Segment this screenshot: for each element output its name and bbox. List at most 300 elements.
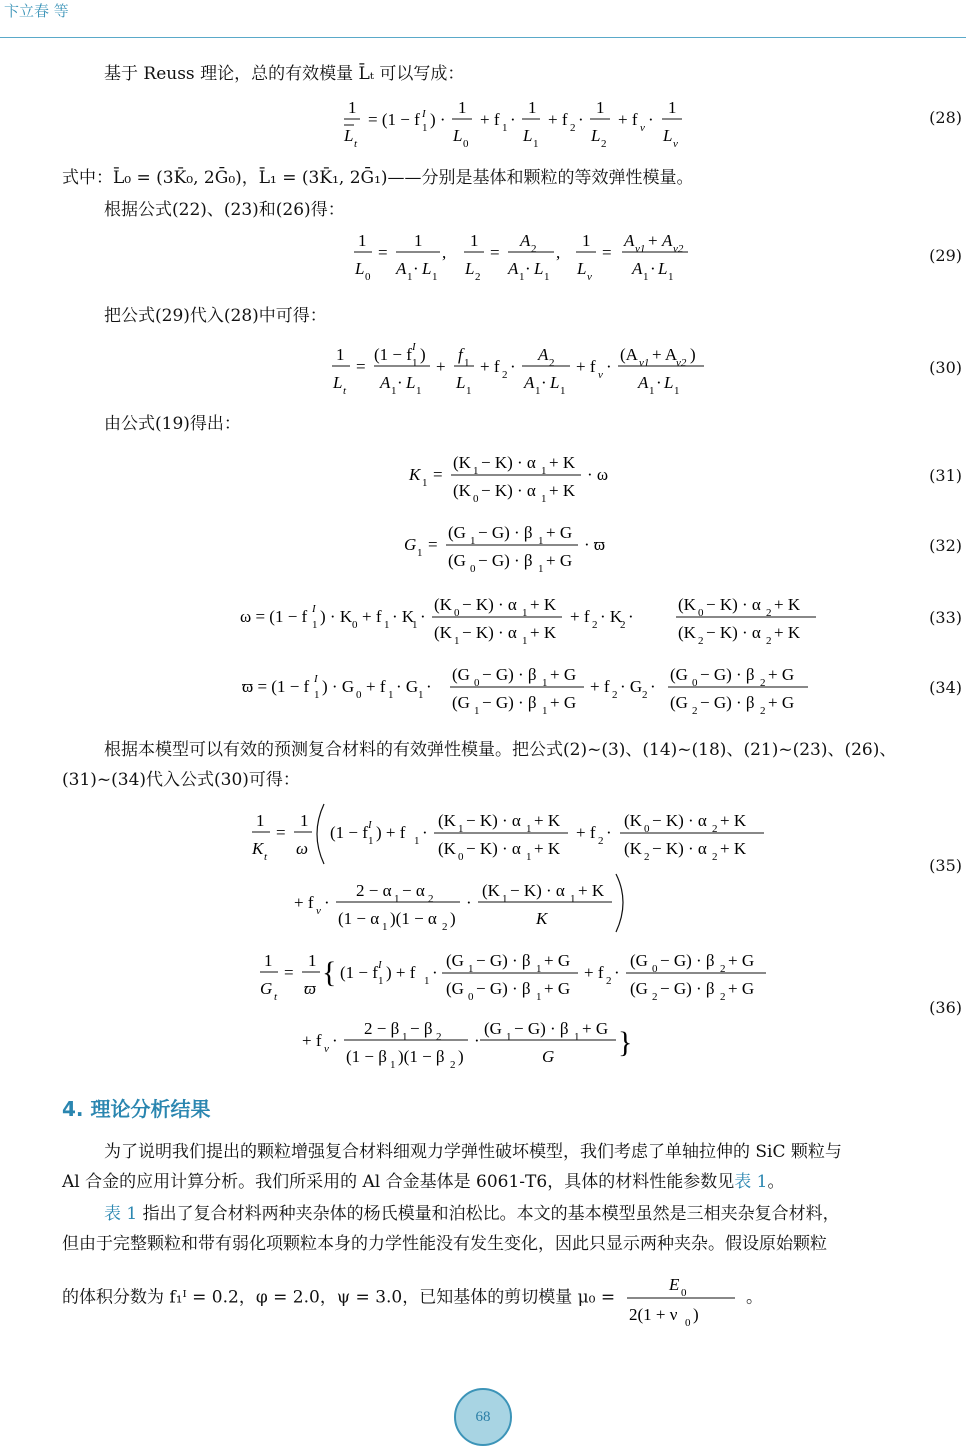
svg-text:+ f: + f bbox=[362, 607, 382, 626]
paragraph-from-19: 由公式(19)得出： bbox=[104, 414, 241, 434]
svg-text:=: = bbox=[428, 535, 438, 554]
svg-text:(1 − β: (1 − β bbox=[346, 1047, 387, 1066]
svg-text:1: 1 bbox=[384, 619, 390, 631]
svg-text:1: 1 bbox=[574, 1031, 580, 1043]
svg-text:2 − β: 2 − β bbox=[364, 1019, 400, 1038]
svg-text:1: 1 bbox=[458, 98, 467, 117]
svg-text:·: · bbox=[510, 110, 516, 129]
svg-text:·: · bbox=[525, 259, 531, 278]
svg-text:0: 0 bbox=[473, 493, 479, 505]
svg-text:1: 1 bbox=[336, 345, 345, 364]
svg-text:+ G: + G bbox=[544, 979, 571, 998]
svg-text:− K) · α: − K) · α bbox=[462, 623, 517, 642]
svg-text:− K) · α: − K) · α bbox=[481, 453, 536, 472]
svg-text:(G: (G bbox=[448, 523, 466, 542]
svg-text:+ f: + f bbox=[570, 607, 590, 626]
svg-text:(A: (A bbox=[620, 345, 638, 364]
svg-text:t: t bbox=[354, 138, 358, 150]
svg-text:2: 2 bbox=[592, 619, 598, 631]
svg-text:·: · bbox=[474, 1031, 480, 1050]
svg-text:t: t bbox=[343, 385, 347, 397]
svg-text:1: 1 bbox=[668, 98, 677, 117]
svg-text:I: I bbox=[312, 603, 316, 615]
svg-text:2: 2 bbox=[601, 138, 607, 150]
svg-text:2: 2 bbox=[712, 851, 718, 863]
svg-text:(1 − f: (1 − f bbox=[340, 963, 378, 982]
svg-text:+ G: + G bbox=[768, 665, 795, 684]
svg-text:+ K: + K bbox=[720, 811, 747, 830]
svg-text:,: , bbox=[556, 243, 561, 262]
svg-text:A: A bbox=[662, 231, 673, 250]
svg-text:+ f: + f bbox=[576, 823, 596, 842]
equation-number-28: (28) bbox=[929, 108, 962, 127]
svg-text:A: A bbox=[380, 373, 391, 392]
svg-text:0: 0 bbox=[644, 823, 650, 835]
svg-text:− K) · α: − K) · α bbox=[652, 839, 707, 858]
svg-text:ω = (1 − f: ω = (1 − f bbox=[240, 607, 308, 626]
svg-text:− G) · β: − G) · β bbox=[476, 951, 531, 970]
svg-text:·: · bbox=[432, 963, 438, 982]
svg-text:2: 2 bbox=[720, 991, 726, 1003]
svg-text:− K) · α: − K) · α bbox=[510, 881, 565, 900]
svg-text:1: 1 bbox=[412, 619, 418, 631]
svg-text:0: 0 bbox=[356, 689, 362, 701]
svg-text:(1 − α: (1 − α bbox=[338, 909, 380, 928]
svg-text:2: 2 bbox=[531, 243, 537, 255]
svg-text:1: 1 bbox=[394, 893, 400, 905]
svg-text:I: I bbox=[378, 959, 382, 971]
svg-text:− K) · α: − K) · α bbox=[462, 595, 517, 614]
svg-text:− G) · β: − G) · β bbox=[478, 523, 533, 542]
svg-text:L: L bbox=[550, 373, 560, 392]
equation-35 bbox=[248, 800, 828, 940]
paragraph-table-line2: 但由于完整颗粒和带有弱化项颗粒本身的力学性能没有发生变化，因此只显示两种夹杂。假设原始颗粒 bbox=[62, 1234, 827, 1254]
svg-text:2: 2 bbox=[549, 357, 555, 369]
equation-36 bbox=[256, 940, 836, 1078]
svg-text:1: 1 bbox=[308, 951, 317, 970]
header-divider bbox=[0, 37, 966, 38]
svg-text:(G: (G bbox=[670, 665, 688, 684]
svg-text:) + f: ) + f bbox=[386, 963, 416, 982]
svg-text:+ K: + K bbox=[534, 811, 561, 830]
svg-text:A: A bbox=[524, 373, 535, 392]
svg-text:1: 1 bbox=[649, 385, 655, 397]
svg-text:=: = bbox=[276, 823, 286, 842]
equation-number-31: (31) bbox=[929, 466, 962, 485]
svg-text:1: 1 bbox=[474, 705, 480, 717]
svg-text:) · K: ) · K bbox=[320, 607, 353, 626]
svg-text:1: 1 bbox=[542, 677, 548, 689]
equation-number-33: (33) bbox=[929, 608, 962, 627]
svg-text:+ G: + G bbox=[550, 693, 577, 712]
svg-text:1: 1 bbox=[256, 811, 265, 830]
svg-text:L: L bbox=[465, 259, 475, 278]
svg-text:+ K: + K bbox=[549, 481, 576, 500]
svg-text:=: = bbox=[433, 465, 443, 484]
svg-text:(G: (G bbox=[630, 979, 648, 998]
svg-text:1: 1 bbox=[417, 547, 423, 559]
svg-text:2: 2 bbox=[620, 619, 626, 631]
svg-text:(G: (G bbox=[452, 693, 470, 712]
svg-text:− K) · α: − K) · α bbox=[466, 839, 521, 858]
svg-text:0: 0 bbox=[468, 991, 474, 1003]
paragraph-analysis-line1: 为了说明我们提出的颗粒增强复合材料细观力学弹性破坏模型，我们考虑了单轴拉伸的 SiC 颗粒与 bbox=[104, 1142, 842, 1162]
svg-text:=: = bbox=[356, 357, 366, 376]
svg-text:(K: (K bbox=[434, 595, 452, 614]
svg-text:+ G: + G bbox=[546, 551, 573, 570]
svg-text:·: · bbox=[510, 357, 516, 376]
section-number: 4. bbox=[62, 1097, 84, 1121]
svg-text:+ f: + f bbox=[366, 677, 386, 696]
svg-text:=: = bbox=[378, 243, 388, 262]
svg-text:0: 0 bbox=[692, 677, 698, 689]
svg-text:K: K bbox=[409, 465, 421, 484]
svg-text:·: · bbox=[397, 373, 403, 392]
svg-text:(G: (G bbox=[484, 1019, 502, 1038]
svg-text:(1 − f: (1 − f bbox=[374, 345, 412, 364]
svg-text:2: 2 bbox=[612, 689, 618, 701]
svg-text:A: A bbox=[520, 231, 531, 250]
svg-text:G: G bbox=[542, 1047, 555, 1066]
svg-text:− G) · β: − G) · β bbox=[482, 665, 537, 684]
svg-text:0: 0 bbox=[463, 138, 469, 150]
svg-text:v2: v2 bbox=[673, 243, 684, 255]
equation-34 bbox=[240, 660, 830, 718]
svg-text:A: A bbox=[396, 259, 407, 278]
svg-text:): ) bbox=[692, 1305, 699, 1324]
svg-text:(G: (G bbox=[446, 951, 464, 970]
text-segment: Al 合金的应用计算分析。我们所采用的 Al 合金基体是 6061-T6，具体的材料性能参数见 bbox=[62, 1172, 735, 1192]
svg-text:2: 2 bbox=[692, 705, 698, 717]
svg-text:1: 1 bbox=[502, 893, 508, 905]
svg-text:): ) bbox=[458, 1047, 464, 1066]
svg-text:1: 1 bbox=[378, 975, 384, 987]
svg-text:(G: (G bbox=[446, 979, 464, 998]
svg-text:·: · bbox=[426, 677, 432, 696]
svg-text:(K: (K bbox=[438, 811, 456, 830]
svg-text:1: 1 bbox=[348, 98, 357, 117]
svg-text:(G: (G bbox=[448, 551, 466, 570]
svg-text:v1: v1 bbox=[635, 243, 646, 255]
svg-text:· ϖ: · ϖ bbox=[584, 535, 606, 554]
svg-text:+: + bbox=[648, 231, 658, 250]
svg-text:2: 2 bbox=[502, 369, 508, 381]
svg-text:1: 1 bbox=[432, 271, 438, 283]
svg-text:·: · bbox=[648, 110, 654, 129]
svg-text:v2: v2 bbox=[676, 357, 687, 369]
text-segment: 。 bbox=[767, 1172, 785, 1192]
svg-text:) ·: ) · bbox=[430, 110, 446, 129]
svg-text:1: 1 bbox=[541, 465, 547, 477]
svg-text:2: 2 bbox=[475, 271, 481, 283]
table-1-link[interactable]: 表 1 bbox=[104, 1204, 138, 1224]
svg-text:·: · bbox=[420, 607, 426, 626]
svg-text:1: 1 bbox=[390, 1059, 396, 1071]
svg-text:ω: ω bbox=[296, 839, 309, 858]
svg-text:1: 1 bbox=[560, 385, 566, 397]
section-title: 理论分析结果 bbox=[90, 1097, 211, 1121]
svg-text:·: · bbox=[614, 963, 620, 982]
svg-text:2: 2 bbox=[442, 921, 448, 933]
svg-text:0: 0 bbox=[352, 619, 358, 631]
svg-text:A: A bbox=[508, 259, 519, 278]
svg-text:v1: v1 bbox=[639, 357, 650, 369]
svg-text:(K: (K bbox=[453, 481, 471, 500]
svg-text:· K: · K bbox=[600, 607, 623, 626]
svg-text:− G) · β: − G) · β bbox=[700, 665, 755, 684]
table-1-link[interactable]: 表 1 bbox=[734, 1172, 768, 1192]
svg-text:2: 2 bbox=[642, 689, 648, 701]
svg-text:+ G: + G bbox=[728, 979, 755, 998]
svg-text:+ f: + f bbox=[584, 963, 604, 982]
svg-text:·: · bbox=[628, 607, 634, 626]
svg-text:2: 2 bbox=[644, 851, 650, 863]
svg-text:1: 1 bbox=[407, 271, 413, 283]
svg-text:1: 1 bbox=[314, 689, 320, 701]
svg-text:G: G bbox=[260, 979, 273, 998]
svg-text:A: A bbox=[632, 259, 643, 278]
svg-text:K: K bbox=[536, 909, 548, 928]
svg-text:2: 2 bbox=[428, 893, 434, 905]
svg-text:− K) · α: − K) · α bbox=[652, 811, 707, 830]
equation-number-35: (35) bbox=[929, 856, 962, 875]
svg-text:L: L bbox=[534, 259, 544, 278]
paragraph-table-line3 bbox=[62, 1270, 763, 1326]
paragraph-analysis-line2 bbox=[62, 1168, 784, 1196]
svg-text:ϖ = (1 − f: ϖ = (1 − f bbox=[242, 677, 310, 696]
svg-text:0: 0 bbox=[365, 271, 371, 283]
svg-text:− G) · β: − G) · β bbox=[660, 979, 715, 998]
svg-text:L: L bbox=[591, 126, 601, 145]
svg-text:1: 1 bbox=[506, 1031, 512, 1043]
page-number-badge: 68 bbox=[454, 1388, 512, 1446]
svg-text:2(1 + ν: 2(1 + ν bbox=[628, 1305, 677, 1324]
svg-text:+ f: + f bbox=[618, 110, 638, 129]
svg-text:1: 1 bbox=[470, 535, 476, 547]
svg-text:·: · bbox=[650, 259, 656, 278]
svg-text:v: v bbox=[316, 905, 321, 917]
svg-text:1: 1 bbox=[454, 635, 460, 647]
svg-text:− G) · β: − G) · β bbox=[482, 693, 537, 712]
svg-text:+ f: + f bbox=[548, 110, 568, 129]
paragraph-reuss: 基于 Reuss 理论，总的有效模量 L̄ₜ 可以写成： bbox=[104, 64, 465, 84]
svg-text:2: 2 bbox=[760, 677, 766, 689]
svg-text:1: 1 bbox=[542, 705, 548, 717]
svg-text:) + f: ) + f bbox=[376, 823, 406, 842]
svg-text:0: 0 bbox=[698, 607, 704, 619]
svg-text:· ω: · ω bbox=[587, 465, 609, 484]
text-segment: 的体积分数为 f₁ᴵ = 0.2，φ = 2.0，ψ = 3.0，已知基体的剪切模量 μ₀ = bbox=[62, 1287, 621, 1308]
svg-text:)(1 − β: )(1 − β bbox=[398, 1047, 445, 1066]
svg-text:2: 2 bbox=[766, 607, 772, 619]
svg-text:− G) · β: − G) · β bbox=[514, 1019, 569, 1038]
svg-text:L: L bbox=[523, 126, 533, 145]
equation-number-29: (29) bbox=[929, 246, 962, 265]
svg-text:+ K: + K bbox=[578, 881, 605, 900]
svg-text:2: 2 bbox=[570, 122, 576, 134]
svg-text:+ K: + K bbox=[774, 623, 801, 642]
svg-text:+ f: + f bbox=[576, 357, 596, 376]
svg-text:·: · bbox=[606, 357, 612, 376]
svg-text:L: L bbox=[664, 373, 674, 392]
svg-text:(G: (G bbox=[452, 665, 470, 684]
svg-text:1: 1 bbox=[412, 357, 418, 369]
svg-text:+ K: + K bbox=[720, 839, 747, 858]
svg-text:− K) · α: − K) · α bbox=[481, 481, 536, 500]
svg-text:− G) · β: − G) · β bbox=[476, 979, 531, 998]
svg-text:(1 − f: (1 − f bbox=[330, 823, 368, 842]
svg-text:L: L bbox=[453, 126, 463, 145]
svg-text:1: 1 bbox=[522, 635, 528, 647]
svg-text:+ G: + G bbox=[544, 951, 571, 970]
svg-text:1: 1 bbox=[522, 607, 528, 619]
equation-28 bbox=[340, 95, 700, 157]
svg-text:1: 1 bbox=[418, 689, 424, 701]
svg-text:1: 1 bbox=[596, 98, 605, 117]
svg-text:· K: · K bbox=[392, 607, 415, 626]
svg-text:1: 1 bbox=[570, 893, 576, 905]
svg-text:2: 2 bbox=[766, 635, 772, 647]
svg-text:1: 1 bbox=[643, 271, 649, 283]
svg-text:1: 1 bbox=[422, 122, 428, 134]
svg-text:L: L bbox=[456, 373, 466, 392]
equation-31 bbox=[405, 448, 625, 506]
svg-text:E: E bbox=[668, 1275, 679, 1294]
svg-text:= (1 − f: = (1 − f bbox=[368, 110, 420, 129]
svg-text:(K: (K bbox=[453, 453, 471, 472]
svg-text:1: 1 bbox=[535, 385, 541, 397]
svg-text:+ G: + G bbox=[768, 693, 795, 712]
svg-text:v: v bbox=[324, 1043, 329, 1055]
svg-text:+ K: + K bbox=[549, 453, 576, 472]
svg-text:− G) · β: − G) · β bbox=[660, 951, 715, 970]
svg-text:1: 1 bbox=[458, 823, 464, 835]
svg-text:0: 0 bbox=[454, 607, 460, 619]
paragraph-model-prediction-line1: 根据本模型可以有效的预测复合材料的有效弹性模量。把公式(2)~(3)、(14)~(18)、(21)~(23)、(26)、 bbox=[104, 740, 897, 760]
equation-30 bbox=[330, 338, 715, 400]
svg-text:1: 1 bbox=[414, 231, 423, 250]
svg-text:L: L bbox=[663, 126, 673, 145]
svg-text:1: 1 bbox=[541, 493, 547, 505]
svg-text:1: 1 bbox=[391, 385, 397, 397]
text-segment: 指出了复合材料两种夹杂体的杨氏模量和泊松比。本文的基本模型虽然是三相夹杂复合材料， bbox=[137, 1204, 840, 1224]
section-heading bbox=[62, 1093, 210, 1122]
svg-text:t: t bbox=[264, 851, 268, 863]
svg-text:+ f: + f bbox=[480, 357, 500, 376]
svg-text:): ) bbox=[690, 345, 696, 364]
svg-text:1: 1 bbox=[544, 271, 550, 283]
svg-text:·: · bbox=[332, 1031, 338, 1050]
equation-number-34: (34) bbox=[929, 678, 962, 697]
svg-text:I: I bbox=[314, 673, 318, 685]
svg-text:)(1 − α: )(1 − α bbox=[390, 909, 437, 928]
svg-text:L: L bbox=[658, 259, 668, 278]
svg-text:+ f: + f bbox=[480, 110, 500, 129]
svg-text:t: t bbox=[274, 991, 278, 1003]
svg-text:· G: · G bbox=[396, 677, 419, 696]
svg-text:2 − α: 2 − α bbox=[356, 881, 392, 900]
svg-text:=: = bbox=[602, 243, 612, 262]
paragraph-from-formulas: 根据公式(22)、(23)和(26)得： bbox=[104, 200, 345, 220]
text-segment: 。 bbox=[745, 1287, 763, 1308]
svg-text:− G) · β: − G) · β bbox=[478, 551, 533, 570]
svg-text:− α: − α bbox=[402, 881, 425, 900]
svg-text:+ K: + K bbox=[530, 623, 557, 642]
svg-text:+ f: + f bbox=[590, 677, 610, 696]
equation-number-30: (30) bbox=[929, 358, 962, 377]
svg-text:L: L bbox=[577, 259, 587, 278]
svg-text:=: = bbox=[490, 243, 500, 262]
svg-text:1: 1 bbox=[300, 811, 309, 830]
svg-text:− K) · α: − K) · α bbox=[706, 623, 761, 642]
svg-text:2: 2 bbox=[720, 963, 726, 975]
svg-text:+ G: + G bbox=[546, 523, 573, 542]
svg-text:+: + bbox=[436, 357, 446, 376]
svg-text:1: 1 bbox=[468, 963, 474, 975]
svg-text:1: 1 bbox=[528, 98, 537, 117]
svg-text:2: 2 bbox=[712, 823, 718, 835]
svg-text:0: 0 bbox=[470, 563, 476, 575]
svg-text:,: , bbox=[442, 243, 447, 262]
svg-text:+ G: + G bbox=[550, 665, 577, 684]
svg-text:1: 1 bbox=[538, 563, 544, 575]
svg-text:(G: (G bbox=[630, 951, 648, 970]
svg-text:− β: − β bbox=[410, 1019, 433, 1038]
svg-text:1: 1 bbox=[264, 951, 273, 970]
svg-text:1: 1 bbox=[424, 975, 430, 987]
svg-text:1: 1 bbox=[470, 231, 479, 250]
svg-text:2: 2 bbox=[652, 991, 658, 1003]
svg-text:·: · bbox=[413, 259, 419, 278]
svg-text:1: 1 bbox=[358, 231, 367, 250]
paragraph-model-prediction-line2: (31)~(34)代入公式(30)可得： bbox=[62, 770, 300, 790]
svg-text:(K: (K bbox=[624, 811, 642, 830]
svg-text:{: { bbox=[322, 956, 337, 989]
paragraph-substitute-29: 把公式(29)代入(28)中可得： bbox=[104, 306, 327, 326]
svg-text:− K) · α: − K) · α bbox=[706, 595, 761, 614]
svg-text:+ K: + K bbox=[774, 595, 801, 614]
svg-text:1: 1 bbox=[519, 271, 525, 283]
svg-text:1: 1 bbox=[382, 921, 388, 933]
svg-text:v: v bbox=[587, 271, 592, 283]
svg-text:(K: (K bbox=[624, 839, 642, 858]
svg-text:f: f bbox=[458, 345, 463, 364]
svg-text:1: 1 bbox=[414, 835, 420, 847]
svg-text:+ f: + f bbox=[294, 893, 314, 912]
svg-text:0: 0 bbox=[684, 1317, 691, 1326]
svg-text:}: } bbox=[618, 1026, 633, 1059]
svg-text:1: 1 bbox=[526, 851, 532, 863]
svg-text:1: 1 bbox=[466, 385, 472, 397]
equation-number-32: (32) bbox=[929, 536, 962, 555]
svg-text:·: · bbox=[422, 823, 428, 842]
svg-text:1: 1 bbox=[416, 385, 422, 397]
svg-text:· G: · G bbox=[620, 677, 643, 696]
svg-text:1: 1 bbox=[538, 535, 544, 547]
svg-text:L: L bbox=[333, 373, 343, 392]
svg-text:(K: (K bbox=[678, 623, 696, 642]
svg-text:v: v bbox=[673, 138, 678, 150]
svg-text:·: · bbox=[650, 677, 656, 696]
svg-text:G: G bbox=[404, 535, 417, 554]
svg-text:) · G: ) · G bbox=[322, 677, 355, 696]
paragraph-symbols: 式中：L̄₀ = (3K̄₀, 2Ḡ₀)，L̄₁ = (3K̄₁, 2Ḡ₁)——分别是基体和颗粒的等效弹性模量。 bbox=[62, 168, 694, 188]
svg-text:1: 1 bbox=[388, 689, 394, 701]
svg-text:(K: (K bbox=[438, 839, 456, 858]
svg-text:2: 2 bbox=[698, 635, 704, 647]
svg-text:ϖ: ϖ bbox=[304, 979, 317, 998]
equation-32 bbox=[400, 518, 620, 576]
